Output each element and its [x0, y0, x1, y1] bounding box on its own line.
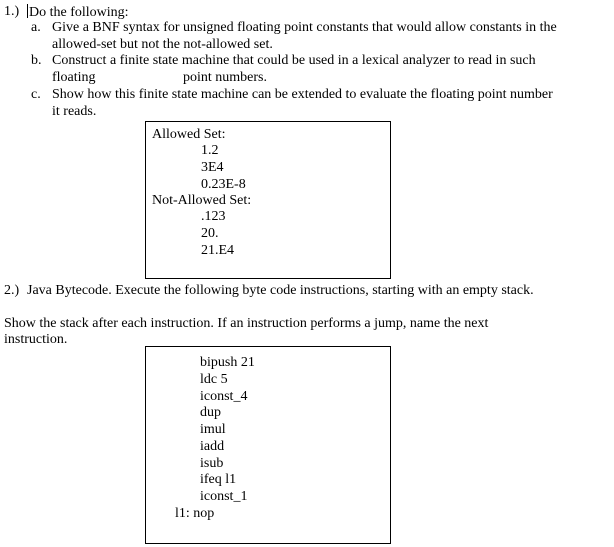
q1-item-c-line1: Show how this finite state machine can be extended to evaluate the floating point number [52, 87, 553, 102]
text-cursor [27, 4, 28, 18]
bytecode-label-line: l1: nop [175, 506, 215, 521]
q1-item-c-line2: it reads. [52, 104, 97, 119]
bytecode-instruction: imul [200, 422, 226, 437]
q1-item-b-line2b: point numbers. [183, 70, 267, 85]
allowed-set-label: Allowed Set: [152, 127, 226, 142]
q2-paragraph-line2: instruction. [4, 332, 68, 347]
allowed-value: 3E4 [201, 160, 224, 175]
q1-item-a-marker: a. [31, 20, 41, 35]
not-allowed-value: 21.E4 [201, 243, 235, 258]
bytecode-instruction: dup [200, 405, 221, 420]
q1-item-a-line1: Give a BNF syntax for unsigned floating point constants that would allow constants in the [52, 20, 557, 35]
bytecode-instruction: ldc 5 [200, 372, 228, 387]
bytecode-instruction: isub [200, 456, 224, 471]
not-allowed-value: 20. [201, 226, 219, 241]
q2-paragraph-line1: Show the stack after each instruction. If an instruction performs a jump, name the next [4, 316, 489, 331]
bytecode-box [145, 346, 391, 544]
q1-title [27, 4, 129, 21]
not-allowed-set-label: Not-Allowed Set: [152, 193, 252, 208]
q1-number: 1.) [4, 4, 20, 19]
q1-item-b-line2a: floating [52, 70, 96, 85]
q2-title: Java Bytecode. Execute the following byte code instructions, starting with an empty stack. [27, 283, 534, 298]
q1-item-c-marker: c. [31, 87, 41, 102]
bytecode-instruction: iadd [200, 439, 225, 454]
bytecode-instruction: iconst_1 [200, 489, 248, 504]
sets-box [145, 121, 391, 279]
q1-item-b-line1: Construct a finite state machine that could be used in a lexical analyzer to read in such [52, 53, 536, 68]
q1-title-text: Do the following: [29, 5, 129, 20]
q2-number: 2.) [4, 283, 20, 298]
not-allowed-value: .123 [201, 209, 226, 224]
allowed-value: 0.23E-8 [201, 177, 246, 192]
allowed-value: 1.2 [201, 143, 219, 158]
bytecode-instruction: bipush 21 [200, 355, 255, 370]
bytecode-instruction: ifeq l1 [200, 472, 237, 487]
q1-item-a-line2: allowed-set but not the not-allowed set. [52, 37, 273, 52]
q1-item-b-marker: b. [31, 53, 42, 68]
bytecode-instruction: iconst_4 [200, 389, 248, 404]
